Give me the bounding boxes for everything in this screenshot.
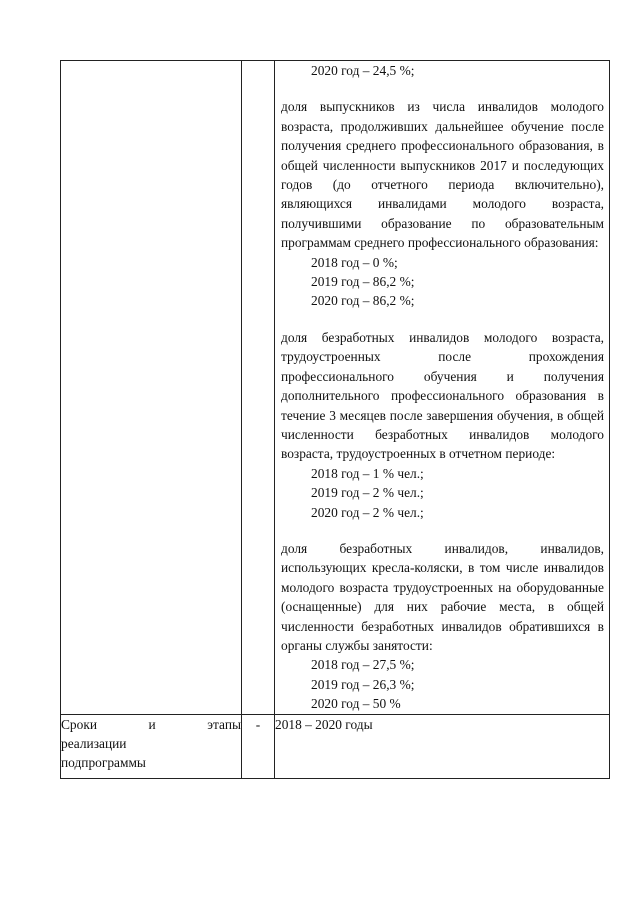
label-cell-empty — [61, 61, 242, 715]
indicator-value-line: 2019 год – 26,3 %; — [311, 676, 415, 692]
row-value-cell: 2018 – 2020 годы — [275, 714, 610, 778]
indicator-value-line: 2019 год – 2 % чел.; — [311, 485, 424, 501]
table-row — [61, 714, 610, 778]
indicator-value-line: 2020 год – 50 % — [311, 696, 401, 712]
mark-cell-empty — [242, 61, 275, 715]
indicator-value-line: 2020 год – 2 % чел.; — [311, 504, 424, 520]
indicator-value-line: 2019 год – 86,2 %; — [311, 274, 415, 290]
row-label-line: подпрограммы — [61, 755, 146, 771]
indicator-description: доля выпускников из числа инвалидов молодого возраста, продолживших дальнейшее обучение после получения среднего профессионального образования, в общей численности выпускников 2017 и последующих годов (до отчетного периода включительно), являющихся инвалидами молодого возраста, получившими образование по образовательным программам среднего профессионального образования: — [281, 99, 604, 251]
indicators-cell — [275, 61, 610, 715]
row-label-line: реализации — [61, 736, 127, 751]
indicator-value-line: 2018 год – 1 % чел.; — [311, 465, 424, 481]
indicator-value-line: 2020 год – 86,2 %; — [311, 293, 415, 309]
row-label-cell — [61, 714, 242, 778]
table-row — [61, 61, 610, 715]
row-mark-cell: - — [242, 714, 275, 778]
program-passport-table — [60, 60, 610, 779]
indicator-value-line: 2018 год – 27,5 %; — [311, 657, 415, 673]
indicator-description: доля безработных инвалидов молодого возраста, трудоустроенных после прохождения профессионального обучения и получения дополнительного профессионального образования в течение 3 месяцев после завершения обучения, в общей численности безработных инвалидов молодого возраста, трудоустроенных в отчетном периоде: — [281, 329, 604, 462]
indicator-value-line: 2018 год – 0 %; — [311, 254, 398, 270]
indicator-value-line: 2020 год – 24,5 %; — [311, 63, 415, 78]
row-label-line: Сроки и этапы — [61, 716, 241, 732]
indicator-description: доля безработных инвалидов, инвалидов, использующих кресла-коляски, в том числе инвалидов молодого возраста трудоустроенных на оборудованные (оснащенные) для них рабочие места, в общей численности безработных инвалидов обратившихся в органы службы занятости: — [281, 540, 604, 653]
